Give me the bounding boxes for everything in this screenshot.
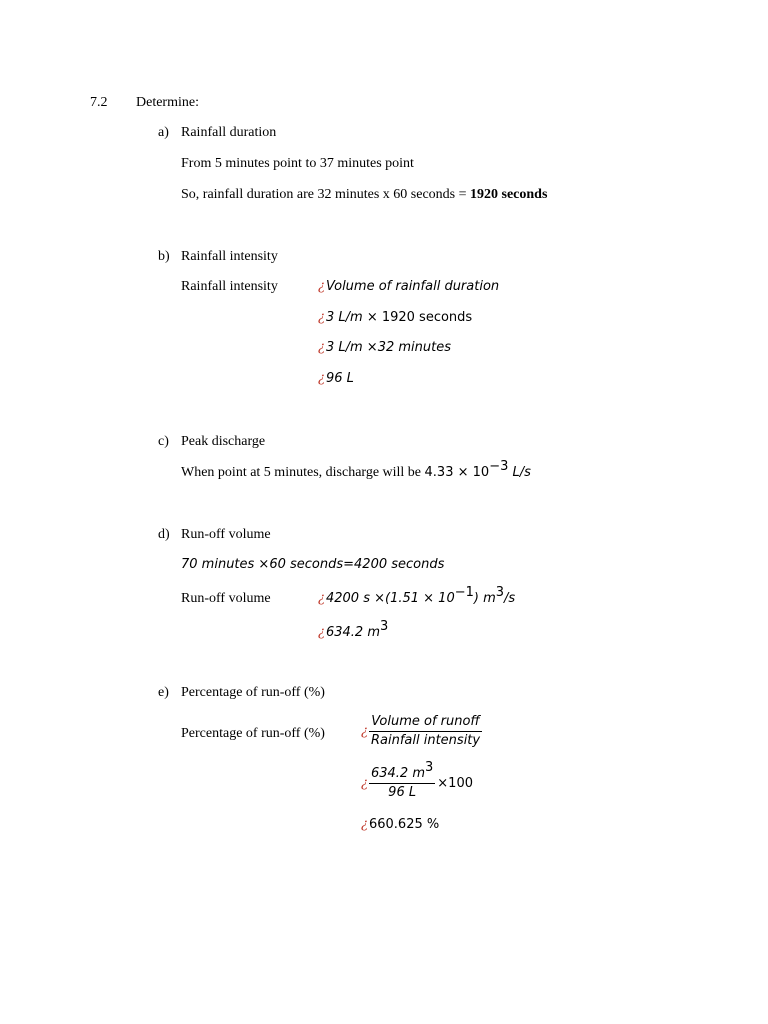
item-marker-a: a) (158, 125, 169, 140)
percentage-label: Percentage of run-off (%) (181, 726, 325, 741)
equals-symbol: ¿ (318, 625, 325, 640)
item-title-a: Rainfall duration (181, 125, 277, 140)
item-marker-e: e) (158, 685, 169, 700)
item-marker-d: d) (158, 527, 170, 542)
runoff-eq-2: ¿634.2 $m^3$ (318, 619, 389, 640)
percentage-result: ¿660.625 % (361, 817, 440, 832)
duration-result-value: 1920 seconds (470, 187, 548, 202)
item-title-b: Rainfall intensity (181, 249, 278, 264)
item-title-d: Run-off volume (181, 527, 271, 542)
equals-symbol: ¿ (318, 371, 325, 386)
equals-symbol: ¿ (361, 775, 368, 791)
equals-symbol: ¿ (318, 591, 325, 606)
section-number: 7.2 (90, 95, 108, 110)
intensity-eq-4: ¿96 L (318, 371, 354, 386)
item-title-e: Percentage of run-off (%) (181, 685, 325, 700)
equals-symbol: ¿ (318, 340, 325, 355)
intensity-label: Rainfall intensity (181, 279, 278, 294)
time-conversion: 70 minutes ×60 seconds=4200 seconds (181, 557, 445, 572)
fraction-runoff-over-intensity: $\frac{\text{Volume of runoff}}{\text{Rainfall intensity}}$ (370, 714, 481, 748)
duration-range-text: From 5 minutes point to 37 minutes point (181, 156, 414, 171)
equals-symbol: ¿ (318, 310, 325, 325)
item-title-c: Peak discharge (181, 434, 266, 449)
runoff-eq-1: ¿4200 $s \times(1.51 \times 10^{-1})$ $m^3/s$ (318, 585, 516, 606)
item-marker-b: b) (158, 249, 170, 264)
section-heading: Determine: (136, 95, 199, 110)
intensity-eq-3: ¿3 L/m ×32 minutes (318, 340, 451, 355)
fraction-volume-over-intensity: $\frac{634.2 m^3}{96 L}$ (370, 760, 434, 800)
peak-discharge-text: When point at 5 minutes, discharge will be $4.33 \times 10^{-3}$ L/s (181, 459, 531, 480)
intensity-eq-1: ¿Volume of rainfall duration (318, 279, 500, 294)
runoff-label: Run-off volume (181, 591, 271, 606)
percentage-eq-1 (361, 714, 482, 749)
intensity-eq-2: ¿3 L/m × 1920 seconds (318, 310, 473, 325)
duration-result-prefix: So, rainfall duration are 32 minutes x 60 seconds = (181, 187, 471, 202)
item-marker-c: c) (158, 434, 169, 449)
equals-symbol: ¿ (361, 817, 368, 832)
equals-symbol: ¿ (318, 279, 325, 294)
percentage-eq-2: ¿ $\frac{634.2 m^3}{96 L}$ ×100 (361, 760, 473, 800)
duration-result-text (181, 186, 547, 204)
equals-symbol: ¿ (361, 723, 368, 739)
